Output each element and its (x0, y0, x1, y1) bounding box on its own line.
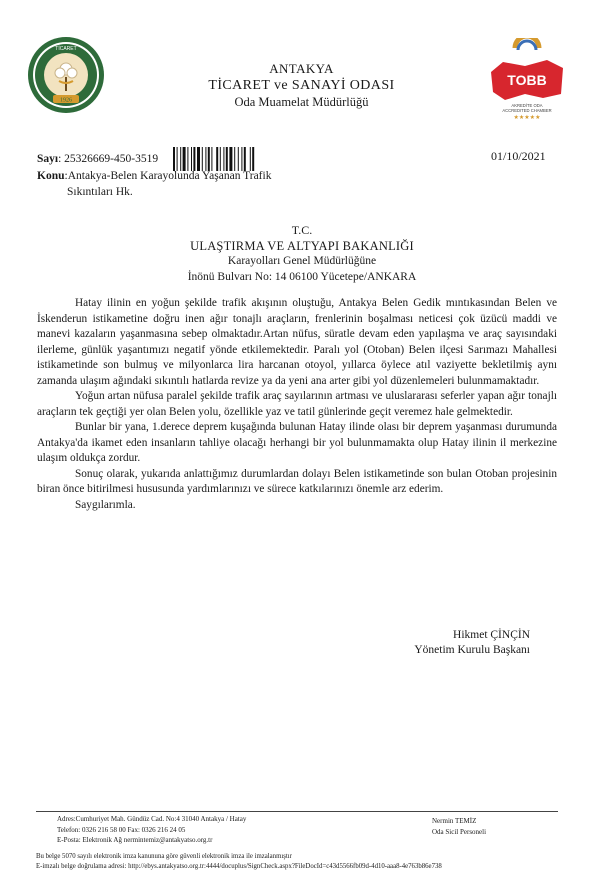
addressee-ministry: ULAŞTIRMA VE ALTYAPI BAKANLIĞI (190, 238, 414, 253)
svg-text:1926: 1926 (60, 97, 72, 104)
tobb-accredited-logo (485, 38, 567, 120)
footer-staff (432, 816, 486, 837)
addressee-block (120, 223, 484, 285)
svg-text:TİCARET: TİCARET (55, 46, 77, 52)
footer-divider (36, 811, 558, 812)
body-paragraph-2: Yoğun artan nüfusa paralel şekilde trafik araç sayılarının artması ve uluslararası seferler yapan ağır tonajlı araçların tek geçtiği yer olan Belen yolu, özellikle yaz ve tatil günlerinde geçit veremez hale gelmektedir. (37, 390, 557, 418)
body-closing: Saygılarımla. (75, 498, 136, 511)
footer-email: E-Posta: Elektronik Ağ nermintemiz@antakyatso.org.tr (57, 836, 213, 844)
verify-link[interactable]: E-imzalı belge doğrulama adresi: http://ebys.antakyatso.org.tr:4444/docuplus/SignCheck.aspx?FileDocId=c43d5566fb09d-4d10-aaa8-4e763b86e738 (36, 863, 442, 870)
signatory-name: Hikmet ÇİNÇİN (453, 629, 530, 641)
svg-text:★★★★★: ★★★★★ (513, 114, 541, 120)
footer-address: Adres:Cumhuriyet Mah. Gündüz Cad. No:4 31040 Antakya / Hatay (57, 815, 247, 823)
body-paragraph-3: Bunlar bir yana, 1.derece deprem kuşağında bulunan Hatay ilinde olası bir deprem yaşanması durumunda Antakya'da ikamet eden insanların tahliye olacağı herhangi bir yol bulunmamakta olup Hatay ilinin il merkezine ulaşım oldukça zordur. (37, 421, 557, 464)
reference-number (37, 153, 158, 165)
svg-text:AKREDİTE ODA: AKREDİTE ODA (511, 103, 543, 108)
svg-text:ACCREDITED CHAMBER: ACCREDITED CHAMBER (502, 108, 552, 113)
signatory-title: Yönetim Kurulu Başkanı (414, 644, 530, 656)
addressee-directorate: Karayolları Genel Müdürlüğüne (227, 255, 377, 267)
konu-label: Konu (37, 170, 65, 182)
chamber-seal-logo (26, 35, 106, 115)
konu-line-2: Sıkıntıları Hk. (67, 186, 133, 198)
staff-title: Oda Sicil Personeli (432, 827, 487, 836)
esign-note: Bu belge 5070 sayılı elektronik imza kanununa göre güvenli elektronik imza ile imzalanmıştır (36, 853, 292, 860)
svg-text:TOBB: TOBB (507, 72, 547, 88)
header-city: ANTAKYA (269, 61, 334, 76)
footer-esign (36, 852, 566, 872)
addressee-address: İnönü Bulvarı No: 14 06100 Yücetepe/ANKARA (187, 270, 417, 283)
header-chamber-name: TİCARET ve SANAYİ ODASI (208, 78, 395, 93)
body-paragraph-1: Hatay ilinin en yoğun şekilde trafik akışının oluştuğu, Antakya Belen Gedik mıntıkasından Belen ve İskenderun istikametine doğru inen ağır tonajlı araçların, frenlerinin boşalması neticesi çok üzücü maddi ve manevi kazaların yaşanmasına sebep olmaktadır.Artan nüfus, süratle devam eden yapılaşma ve araç sayısındaki ilerleme, günlük yaşantımızı negatif yönde etkilemektedir. Paralı yol (Otoban) Belen ilçesi Sarımazı Mahallesi istikametinde son bulmuş ve milyonlarca lira harcanan otoyol, yıllarca öylece atıl vaziyette bekletilmiş aynı zamanda ulaşım ağındaki sıkıntılı hatlarda revize ya da yeni ana arter gibi yol düzenlemeleri bulunmamaktadır. (37, 297, 557, 387)
footer-contact (57, 814, 246, 846)
staff-name: Nermin TEMİZ (432, 817, 477, 825)
footer-phone: Telefon: 0326 216 58 00 Fax: 0326 216 24 05 (57, 825, 186, 834)
document-date: 01/10/2021 (491, 149, 546, 163)
letter-body (37, 296, 557, 513)
subject (37, 168, 271, 200)
sayi-value: : 25326669-450-3519 (58, 153, 159, 165)
body-paragraph-4: Sonuç olarak, yukarıda anlattığımız durumlardan dolayı Belen istikametinde son bulan Otoban projesinin biran önce bitirilmesi hususunda yardımlarınızı ve sürece katkılarınızı önemle arz ederim. (37, 467, 557, 495)
addressee-tc: T.C. (291, 223, 313, 237)
signature-block (388, 628, 530, 658)
letterhead (150, 60, 453, 111)
header-department: Oda Muamelat Müdürlüğü (234, 95, 369, 109)
sayi-label: Sayı (37, 153, 59, 165)
konu-line-1: :Antakya-Belen Karayolunda Yaşanan Trafik (64, 170, 272, 182)
